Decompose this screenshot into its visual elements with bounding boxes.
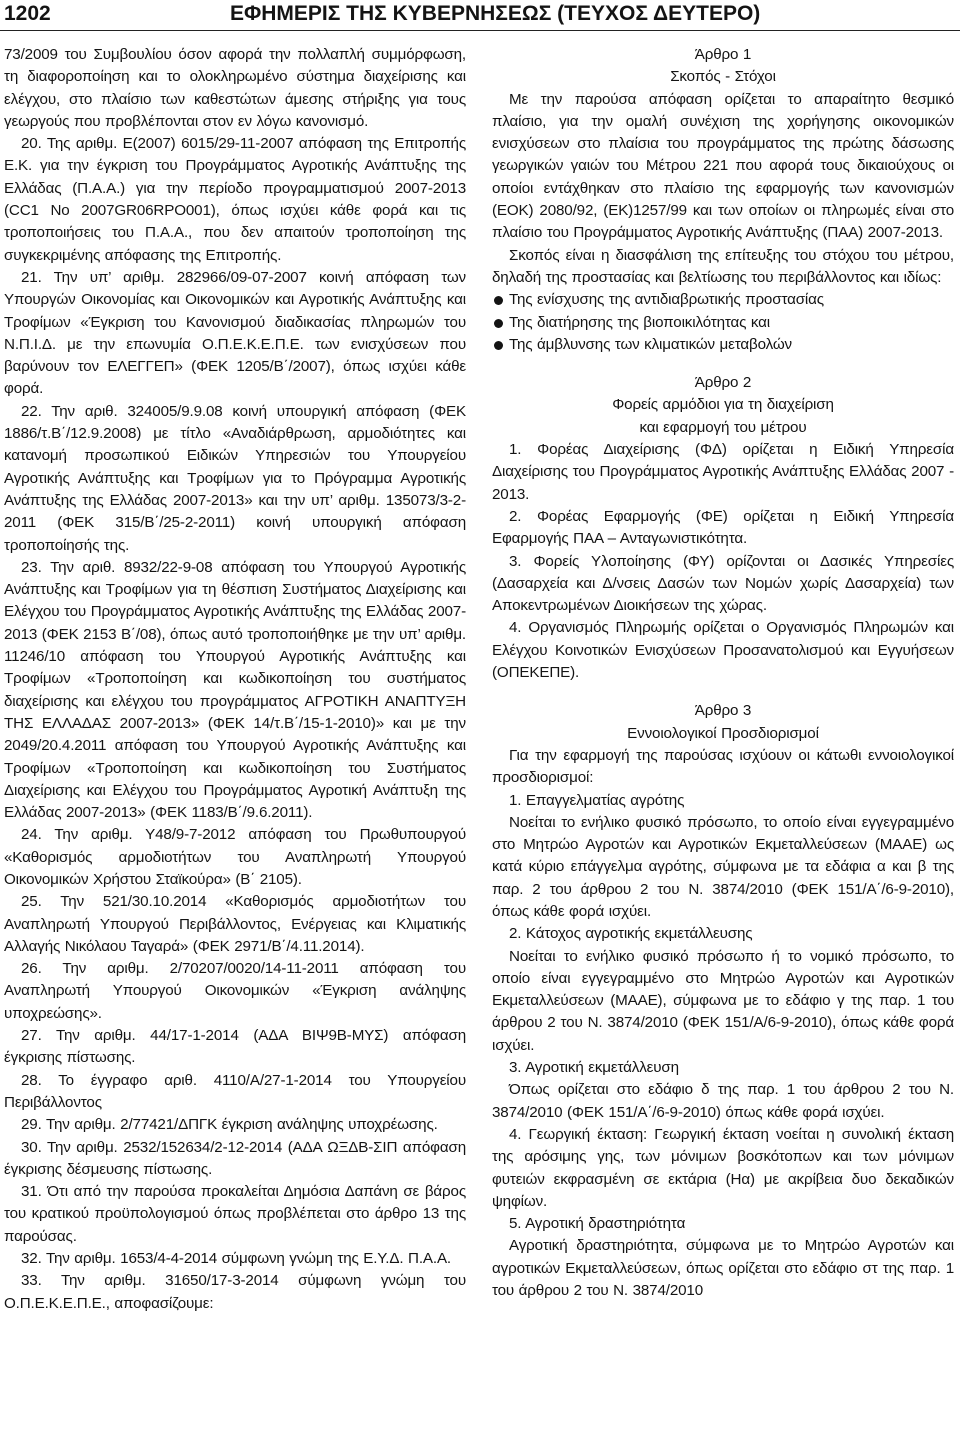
bullet-item <box>492 312 954 334</box>
paragraph-21: 21. Την υπ’ αριθμ. 282966/09-07-2007 κοινή απόφαση των Υπουργών Οικονομίας και Οικονομικών και Αγροτικής Ανάπτυξης και Τροφίμων «Έγκριση του Κανονισμού διαδικασίας πληρωμών του Ν.Π.Ι.Δ. με την επωνυμία Ο.Π.Ε.Κ.Ε.Π.Ε. των ενισχύσεων που βαρύνουν τον ΕΛΕΓΓΕΠ» (ΦΕΚ 1205/Β΄/2007), όπως ισχύει κάθε φορά. <box>4 268 466 398</box>
article-3-paragraph: 2. Κάτοχος αγροτικής εκμετάλλευσης <box>509 925 753 943</box>
paragraph-22: 22. Την αριθ. 324005/9.9.08 κοινή υπουργική απόφαση (ΦΕΚ 1886/τ.Β΄/12.9.2008) με τίτλο «Αναδιάρθρωση, αρμοδιότητες και κατανομή προσωπικού Ειδικών Υπηρεσιών του Υπουργείου Αγροτικής Ανάπτυξης και Τροφίμων για το Πρόγραμμα Αγροτικής Ανάπτυξης της Ελλάδας 2007-2013» και την υπ’ αριθμ. 135073/3-2-2011 (ΦΕΚ 315/Β΄/25-2-2011) κοινή υπουργική απόφαση τροποποίησής της. <box>4 402 466 554</box>
paragraph-28: 28. Το έγγραφο αριθ. 4110/Α/27-1-2014 του Υπουργείου Περιβάλλοντος <box>4 1071 466 1111</box>
left-column <box>4 44 466 1315</box>
paragraph-33: 33. Την αριθμ. 31650/17-3-2014 σύμφωνη γνώμη του Ο.Π.Ε.Κ.Ε.Π.Ε., αποφασίζουμε: <box>4 1272 466 1312</box>
article-3-paragraph: 3. Αγροτική εκμετάλλευση <box>509 1059 679 1077</box>
paragraph-31: 31. Ότι από την παρούσα προκαλείται Δημόσια Δαπάνη σε βάρος του κρατικού προϋπολογισμού όπως προβλέπεται στο άρθρο 13 της παρούσας. <box>4 1183 466 1245</box>
article-2-title: και εφαρμογή του μέτρου <box>639 418 807 436</box>
running-title: ΕΦΗΜΕΡΙΣ ΤΗΣ ΚΥΒΕΡΝΗΣΕΩΣ (ΤΕΥΧΟΣ ΔΕΥΤΕΡΟ) <box>230 2 761 25</box>
article-1-paragraph: Σκοπός είναι η διασφάλιση της επίτευξης του στόχου του μέτρου, δηλαδή της προστασίας και βελτίωσης του περιβάλλοντος και ιδίως: <box>492 246 954 286</box>
article-2-title: Φορείς αρμόδιοι για τη διαχείριση <box>612 396 834 414</box>
paragraph-23: 23. Την αριθ. 8932/22-9-08 απόφαση του Υπουργού Αγροτικής Ανάπτυξης και Τροφίμων για τη θέσπιση Συστήματος Διαχείρισης και Ελέγχου του Προγράμματος Αγροτικής Ανάπτυξης της Ελλάδας 2007-2013 (ΦΕΚ 2153 Β΄/08), όπως αυτό τροποποιήθηκε με την υπ’ αριθμ. 11246/10 απόφαση του Υπουργού Αγροτικής Ανάπτυξης και Τροφίμων «Τροποποίηση και κωδικοποίηση του συστήματος διαχείρισης και ελέγχου του προγράμματος ΑΓΡΟΤΙΚΗ ΑΝΑΠΤΥΞΗ ΤΗΣ ΕΛΛΑΔΑΣ 2007-2013» (ΦΕΚ 14/τ.Β΄/15-1-2010)» και με την 2049/20.4.2011 απόφαση του Υπουργού Αγροτικής Ανάπτυξης και Τροφίμων «Τροποποίηση και κωδικοποίηση του Συστήματος Διαχείρισης και Ελέγχου του Προγράμματος Αγροτική Ανάπτυξη της Ελλάδας 2007-2013» (ΦΕΚ 1183/Β΄/9.6.2011). <box>4 558 466 822</box>
article-2-paragraph: 2. Φορέας Εφαρμογής (ΦΕ) ορίζεται η Ειδική Υπηρεσία Εφαρμογής ΠΑΑ – Ανταγωνιστικότητα. <box>492 507 954 548</box>
article-1-bullet-list <box>492 289 954 356</box>
bullet-text: Της διατήρησης της βιοποικιλότητας και <box>509 313 771 331</box>
article-3-title: Εννοιολογικοί Προσδιορισμοί <box>627 724 819 742</box>
paragraph-26: 26. Την αριθμ. 2/70207/0020/14-11-2011 απόφαση του Αναπληρωτή Υπουργού Οικονομικών «Έγκριση ανάληψης υποχρεώσης». <box>4 960 466 1022</box>
article-3-paragraph: Για την εφαρμογή της παρούσας ισχύουν οι κάτωθι εννοιολογικοί προσδιορισμοί: <box>492 746 954 787</box>
article-1-title: Σκοπός - Στόχοι <box>670 68 776 86</box>
bullet-icon <box>494 296 503 305</box>
bullet-item <box>492 334 954 356</box>
article-3-paragraph: 4. Γεωργική έκταση: Γεωργική έκταση νοείται η συνολική έκταση της αρόσιμης γης, των μόνιμων βοσκότοπων και των μόνιμων φυτειών εκφρασμένη σε εκτάρια (Ηα) με ακρίβεια δυο δεκαδικών ψηφίων. <box>492 1125 954 1210</box>
article-1-number: Άρθρο 1 <box>694 46 752 63</box>
article-1-heading <box>492 44 954 89</box>
bullet-item <box>492 289 954 311</box>
article-2-heading <box>492 372 954 439</box>
paragraph-20: 20. Της αριθμ. Ε(2007) 6015/29-11-2007 απόφαση της Επιτροπής Ε.Κ. για την έγκριση του Προγράμματος Αγροτικής Ανάπτυξης της Ελλάδας (Π.Α.Α.) για την περίοδο προγραμματισμού 2007-2013 (CC1 No 2007GR06RPO001), όπως ισχύει κάθε φορά και τις τροποποιήσεις του Π.Α.Α., που δεν απαιτούν τροποποίηση της συγκεκριμένης απόφασης της Επιτροπής. <box>4 135 466 264</box>
article-3-paragraph: Νοείται το ενήλικο φυσικό πρόσωπο ή το νομικό πρόσωπο, το οποίο είναι εγγεγραμμένο στο Μητρώο Αγροτών και Αγροτικών Εκμεταλλεύσεων (ΜΑΑΕ), σύμφωνα με το εδάφιο γ της παρ. 1 του άρθρου 2 του Ν. 3874/2010 (ΦΕΚ 151/Α/6-9-2010), όπως κάθε φορά ισχύει. <box>492 947 954 1054</box>
bullet-icon <box>494 341 503 350</box>
paragraph-25: 25. Την 521/30.10.2014 «Καθορισμός αρμοδιοτήτων του Αναπληρωτή Υπουργού Περιβάλλοντος, Ενέργειας και Κλιματικής Αλλαγής Νικόλαου Ταγαρά» (ΦΕΚ 2971/Β΄/4.11.2014). <box>4 893 466 955</box>
paragraph-32: 32. Την αριθμ. 1653/4-4-2014 σύμφωνη γνώμη της Ε.Υ.Δ. Π.Α.Α. <box>21 1250 451 1268</box>
paragraph-27: 27. Την αριθμ. 44/17-1-2014 (ΑΔΑ ΒΙΨ9Β-ΜΥΣ) απόφαση έγκρισης πίστωσης. <box>4 1027 466 1067</box>
bullet-icon <box>494 319 503 328</box>
article-3-paragraph: 5. Αγροτική δραστηριότητα <box>509 1215 686 1233</box>
article-2-paragraph: 1. Φορέας Διαχείρισης (ΦΔ) ορίζεται η Ειδική Υπηρεσία Διαχείρισης του Προγράμματος Αγροτικής Ανάπτυξης Ελλάδας 2007 - 2013. <box>492 441 954 503</box>
article-2-paragraph: 3. Φορείς Υλοποίησης (ΦΥ) ορίζονται οι Δασικές Υπηρεσίες (Δασαρχεία και Δ/νσεις Δασών των Νομών χωρίς Δασαρχεία) των Αποκεντρωμένων Διοικήσεων της χώρας. <box>492 552 954 615</box>
article-2-number: Άρθρο 2 <box>694 374 752 392</box>
page-number: 1202 <box>4 2 51 25</box>
header-rule <box>0 30 960 31</box>
spacer <box>492 356 954 372</box>
bullet-text: Της ενίσχυσης της αντιδιαβρωτικής προστασίας <box>509 291 824 309</box>
article-3-paragraph: Νοείται το ενήλικο φυσικό πρόσωπο, το οποίο είναι εγγεγραμμένο στο Μητρώο Αγροτών και Αγροτικών Εκμεταλλεύσεων (ΜΑΑΕ) ως κατά κύριο επάγγελμα αγρότης, σύμφωνα με τα εδάφια α και β της παρ. 2 του άρθρου 2 του Ν. 3874/2010 (ΦΕΚ 151/Α΄/6-9-2010), όπως κάθε φορά ισχύει. <box>492 813 954 920</box>
article-3-paragraph: Όπως ορίζεται στο εδάφιο δ της παρ. 1 του άρθρου 2 του Ν. 3874/2010 (ΦΕΚ 151/Α΄/6-9-2010) όπως κάθε φορά ισχύει. <box>492 1081 954 1121</box>
paragraph-29: 29. Την αριθμ. 2/77421/ΔΠΓΚ έγκριση ανάληψης υποχρέωσης. <box>21 1116 438 1134</box>
right-column <box>492 44 954 1302</box>
article-3-paragraph: Αγροτική δραστηριότητα, σύμφωνα με το Μητρώο Αγροτών και αγροτικών Εκμεταλλεύσεων, όπως ορίζεται στο εδάφιο στ της παρ. 1 του άρθρου 2 του Ν. 3874/2010 <box>492 1237 954 1300</box>
paragraph-24: 24. Την αριθμ. Υ48/9-7-2012 απόφαση του Πρωθυπουργού «Καθορισμός αρμοδιοτήτων του Αναπληρωτή Υπουργού Οικονομικών Χρήστου Σταϊκούρα» (Β΄ 2105). <box>4 826 466 888</box>
article-3-paragraph: 1. Επαγγελματίας αγρότης <box>509 791 685 809</box>
paragraph-cont: 73/2009 του Συμβουλίου όσον αφορά την πολλαπλή συμμόρφωση, τη διαφοροποίηση και το ολοκληρωμένο σύστημα διαχείρισης και ελέγχου, στο πλαίσιο των καθεστώτων άμεσης στήριξης για τους γεωργούς που προβλέπονται στον εν λόγω κανονισμό. <box>4 46 466 130</box>
article-1-paragraph: Με την παρούσα απόφαση ορίζεται το απαραίτητο θεσμικό πλαίσιο, για την ομαλή συνέχιση της χορήγησης οικονομικών ενισχύσεων στο πλαίσια του προγράμματος της πρώτης δάσωσης γεωργικών γαιών του Μέτρου 221 που αφορά τους δικαιούχους οι οποίοι εντάχθηκαν στο πλαίσιο της εφαρμογής των κανονισμών (ΕΟΚ) 2080/92, (ΕΚ)1257/99 και των οποίων οι πληρωμές είναι στο πλαίσιο του Προγράμματος Αγροτικής Ανάπτυξης (ΠΑΑ) 2007-2013. <box>492 90 954 242</box>
bullet-text: Της άμβλυνσης των κλιματικών μεταβολών <box>509 335 792 353</box>
page-header <box>0 0 960 36</box>
article-2-paragraph: 4. Οργανισμός Πληρωμής ορίζεται ο Οργανισμός Πληρωμών και Ελέγχου Κοινοτικών Ενισχύσεων Προσανατολισμού και Εγγυήσεων (ΟΠΕΚΕΠΕ). <box>492 619 954 682</box>
article-3-heading <box>492 700 954 745</box>
paragraph-30: 30. Την αριθμ. 2532/152634/2-12-2014 (ΑΔΑ ΩΞΔΒ-ΣΙΠ απόφαση έγκρισης δέσμευσης πίστωσης. <box>4 1138 466 1178</box>
article-3-number: Άρθρο 3 <box>694 702 752 720</box>
spacer <box>492 684 954 700</box>
